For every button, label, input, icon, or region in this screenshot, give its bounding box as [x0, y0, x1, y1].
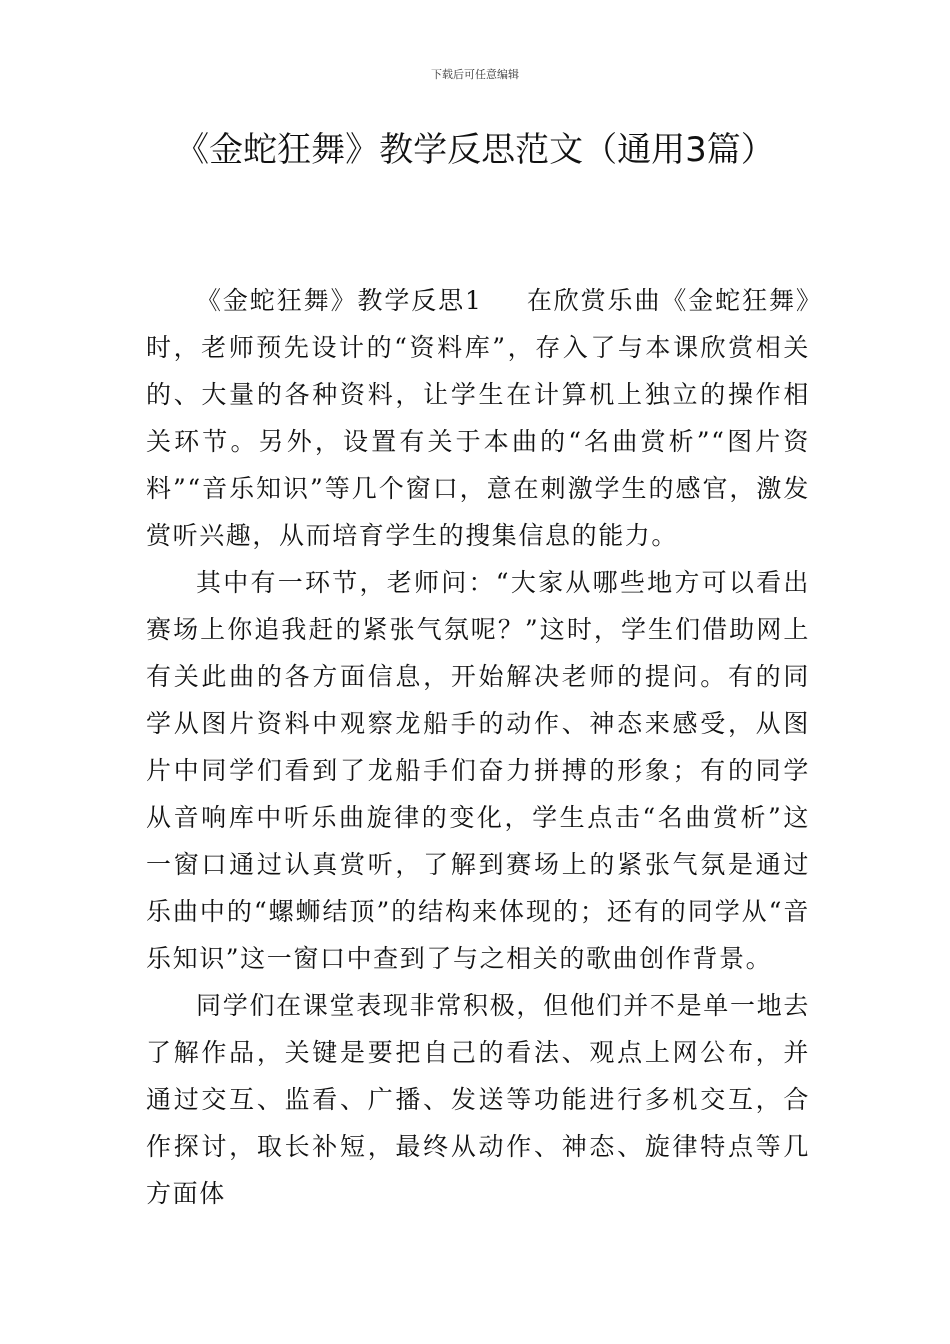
paragraph: 其中有一环节，老师问：“大家从哪些地方可以看出赛场上你追我赶的紧张气氛呢？”这时，学生们借助网上有关此曲的各方面信息，开始解决老师的提问。有的同学从图片资料中观察龙船手的动作、神态来感受，从图片中同学们看到了龙船手们奋力拼搏的形象；有的同学从音响库中听乐曲旋律的变化，学生点击“名曲赏析”这一窗口通过认真赏听，了解到赛场上的紧张气氛是通过乐曲中的“螺蛳结顶”的结构来体现的；还有的同学从“音乐知识”这一窗口中查到了与之相关的歌曲创作背景。: [146, 568, 810, 973]
paragraph-first: [146, 277, 810, 559]
section-lead-text: 在欣赏乐曲《金蛇狂舞》时，老师预先设计的“资料库”，存入了与本课欣赏相关的、大量的各种资料，让学生在计算机上独立的操作相关环节。另外，设置有关于本曲的“名曲赏析”“图片资料”“音乐知识”等几个窗口，意在刺激学生的感官，激发赏听兴趣，从而培育学生的搜集信息的能力。: [146, 286, 810, 550]
document-title: 《金蛇狂舞》教学反思范文（通用3篇）: [175, 130, 775, 170]
document-body: [146, 277, 810, 1217]
header-note: 下载后可任意编辑: [431, 68, 519, 81]
section-heading: 《金蛇狂舞》教学反思1: [196, 286, 483, 315]
paragraph: 同学们在课堂表现非常积极，但他们并不是单一地去了解作品，关键是要把自己的看法、观点上网公布，并通过交互、监看、广播、发送等功能进行多机交互，合作探讨，取长补短，最终从动作、神态、旋律特点等几方面体: [146, 991, 810, 1208]
